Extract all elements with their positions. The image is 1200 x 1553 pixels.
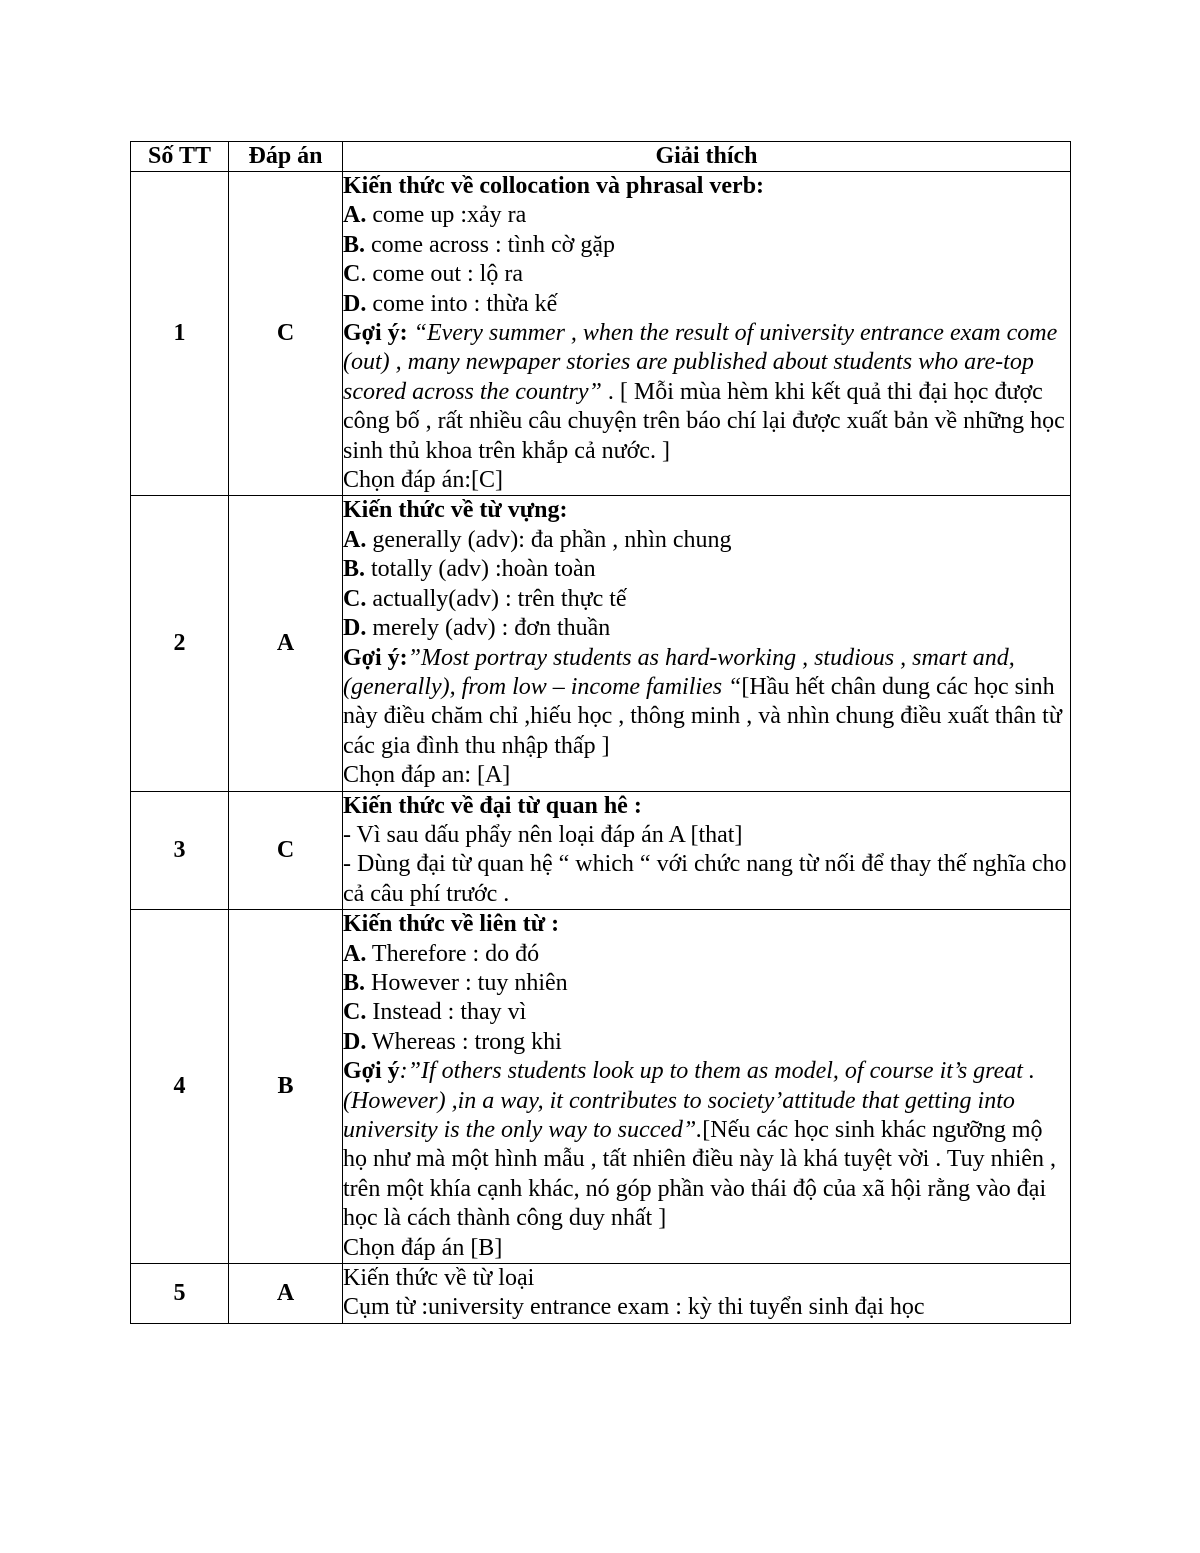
option-line: A. come up :xảy ra: [343, 202, 527, 229]
explanation-title: Kiến thức về liên từ :: [343, 911, 560, 938]
option-line: A. generally (adv): đa phần , nhìn chung: [343, 526, 732, 553]
row-number: 5: [131, 1264, 229, 1324]
hint-quote: :”If others students look up to them as model, of course it’s great .(However) ,in a way, it contributes to society’attitude that getting into university is the only way to succed”.: [343, 1058, 1035, 1143]
row-answer: B: [229, 910, 343, 1264]
option-line: C. Instead : thay vì: [343, 999, 527, 1026]
table-row: [131, 1264, 1071, 1324]
header-row: [131, 142, 1071, 172]
table-row: [131, 172, 1071, 496]
explanation-title: Kiến thức về collocation và phrasal verb:: [343, 173, 765, 199]
row-number: 3: [131, 791, 229, 910]
explanation-line: - Vì sau dấu phẩy nên loại đáp án A [that]: [343, 821, 743, 848]
row-number: 4: [131, 910, 229, 1264]
option-line: D. come into : thừa kế: [343, 290, 558, 317]
hint-translation: . [ Mỗi mùa hèm khi kết quả thi đại học được công bố , rất nhiều câu chuyện trên báo chí lại được xuất bản về những học sinh thủ khoa trên khắp cả nước. ]: [343, 378, 1065, 464]
hint-quote: “Every summer , when the result of university entrance exam come (out) , many newpaper stories are published about students who are-top scored across the country”: [343, 320, 1058, 405]
hint-translation: [Nếu các học sinh khác ngưỡng mộ họ như mà một hình mẫu , tất nhiên điều này là khá tuyệt vời . Tuy nhiên , trên một khía cạnh khác, nó góp phần vào thái độ của xã hội rằng vào đại học là cách thành công duy nhất ]: [343, 1117, 1056, 1232]
header-explanation: Giải thích: [343, 142, 1071, 172]
row-explanation: [343, 910, 1071, 1264]
row-explanation: [343, 791, 1071, 910]
hint-translation: [Hầu hết chân dung các học sinh này điều chăm chỉ ,hiếu học , thông minh , và nhìn chung điều xuất thân từ các gia đình thu nhập thấp ]: [343, 673, 1062, 759]
hint-label: Gợi ý:: [343, 644, 408, 671]
hint-paragraph: [343, 644, 1070, 762]
table-row: [131, 496, 1071, 791]
answer-explanation-table: [130, 141, 1071, 1324]
option-line: B. come across : tình cờ gặp: [343, 231, 615, 258]
header-answer: Đáp án: [229, 142, 343, 172]
row-explanation: [343, 172, 1071, 496]
explanation-title: Kiến thức về đại từ quan hê :: [343, 792, 642, 819]
option-line: C. actually(adv) : trên thực tế: [343, 585, 627, 612]
row-explanation: [343, 496, 1071, 791]
option-line: B. However : tuy nhiên: [343, 969, 568, 996]
row-answer: A: [229, 1264, 343, 1324]
option-line: A. Therefore : do đó: [343, 940, 540, 967]
answer-choice: Chọn đáp án [B]: [343, 1234, 503, 1261]
row-answer: A: [229, 496, 343, 791]
explanation-line: Cụm từ :university entrance exam : kỳ thi tuyển sinh đại học: [343, 1294, 925, 1321]
hint-label: Gợi ý: [343, 1058, 400, 1085]
row-explanation: [343, 1264, 1071, 1324]
option-line: C. come out : lộ ra: [343, 261, 523, 288]
table-row: [131, 791, 1071, 910]
row-answer: C: [229, 172, 343, 496]
row-number: 2: [131, 496, 229, 791]
row-number: 1: [131, 172, 229, 496]
option-line: D. merely (adv) : đơn thuần: [343, 615, 611, 642]
table-row: [131, 910, 1071, 1264]
hint-paragraph: [343, 1057, 1070, 1233]
answer-choice: Chọn đáp án:[C]: [343, 467, 503, 494]
explanation-line: - Dùng đại từ quan hệ “ which “ với chức nang từ nối để thay thế nghĩa cho cả câu phí trước .: [343, 851, 1067, 907]
hint-quote: ”Most portray students as hard-working , studious , smart and, (generally), from low – income families “: [343, 644, 1015, 700]
answer-choice: Chọn đáp an: [A]: [343, 762, 511, 789]
explanation-title: Kiến thức về từ vựng:: [343, 497, 568, 524]
option-line: D. Whereas : trong khi: [343, 1028, 562, 1055]
explanation-title: Kiến thức về từ loại: [343, 1265, 535, 1292]
option-line: B. totally (adv) :hoàn toàn: [343, 556, 596, 583]
hint-paragraph: [343, 319, 1070, 466]
row-answer: C: [229, 791, 343, 910]
hint-label: Gợi ý:: [343, 320, 408, 347]
header-number: Số TT: [131, 142, 229, 172]
